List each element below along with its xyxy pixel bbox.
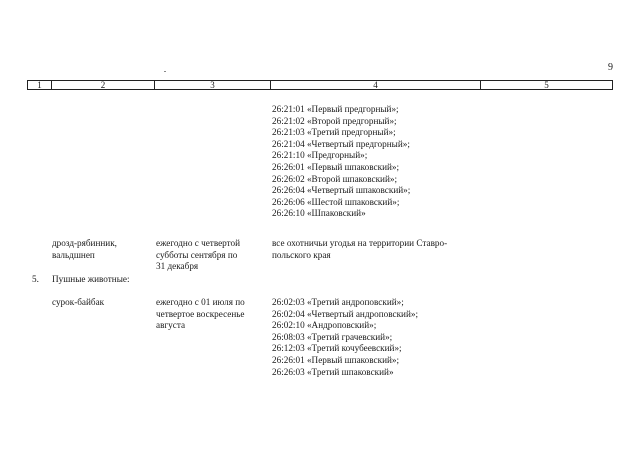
period-line: субботы сентября по [156,249,238,260]
period-thrush-woodcock [156,238,266,273]
period-line: четвертое воскресенье [156,308,245,319]
hunting-areas-marmot [272,297,418,378]
section-number: 5. [32,274,39,284]
area-line: 26:26:01 «Первый шпаковский»; [272,161,400,172]
scan-speck [164,71,166,72]
area-line: 26:26:01 «Первый шпаковский»; [272,354,400,365]
species-line: дрозд-рябинник, [52,238,117,248]
area-line: 26:26:10 «Шпаковский» [272,208,366,219]
header-col-1: 1 [28,81,52,89]
species-marmot: сурок-байбак [52,297,105,307]
page-number: 9 [608,62,613,73]
species-thrush-woodcock [52,238,117,261]
area-thrush-woodcock [272,238,447,261]
period-marmot [156,297,266,332]
table-header-row [27,80,613,90]
header-col-2: 2 [52,81,155,89]
area-line: 26:21:01 «Первый предгорный»; [272,104,399,114]
header-col-5: 5 [544,80,549,90]
period-line: 31 декабря [156,261,199,272]
species-line: вальдшнеп [52,249,95,260]
period-line: августа [156,320,186,331]
period-line: ежегодно с четвертой [156,238,241,248]
area-line: польского края [272,249,331,260]
area-line: 26:26:04 «Четвертый шпаковский»; [272,185,411,196]
area-line: 26:26:03 «Третий шпаковский» [272,366,394,377]
header-col-4: 4 [271,81,481,89]
header-col-3: 3 [155,81,271,89]
area-line: 26:26:06 «Шестой шпаковский»; [272,196,400,207]
area-line: 26:02:10 «Андроповский»; [272,320,377,331]
area-line: 26:21:10 «Предгорный»; [272,150,368,161]
area-line: 26:21:02 «Второй предгорный»; [272,115,397,126]
area-line: 26:02:04 «Четвертый андроповский»; [272,308,419,319]
period-line: ежегодно с 01 июля по [156,297,245,307]
area-line: 26:21:03 «Третий предгорный»; [272,127,396,138]
area-line: 26:08:03 «Третий грачевский»; [272,331,393,342]
area-line: 26:12:03 «Третий кочубеевский»; [272,343,402,354]
hunting-areas-list-continued [272,104,410,220]
area-line: все охотничьи угодья на территории Ставро- [272,238,448,248]
section-title: Пушные животные: [52,274,130,284]
area-line: 26:02:03 «Третий андроповский»; [272,297,404,307]
area-line: 26:26:02 «Второй шпаковский»; [272,173,398,184]
area-line: 26:21:04 «Четвертый предгорный»; [272,138,410,149]
